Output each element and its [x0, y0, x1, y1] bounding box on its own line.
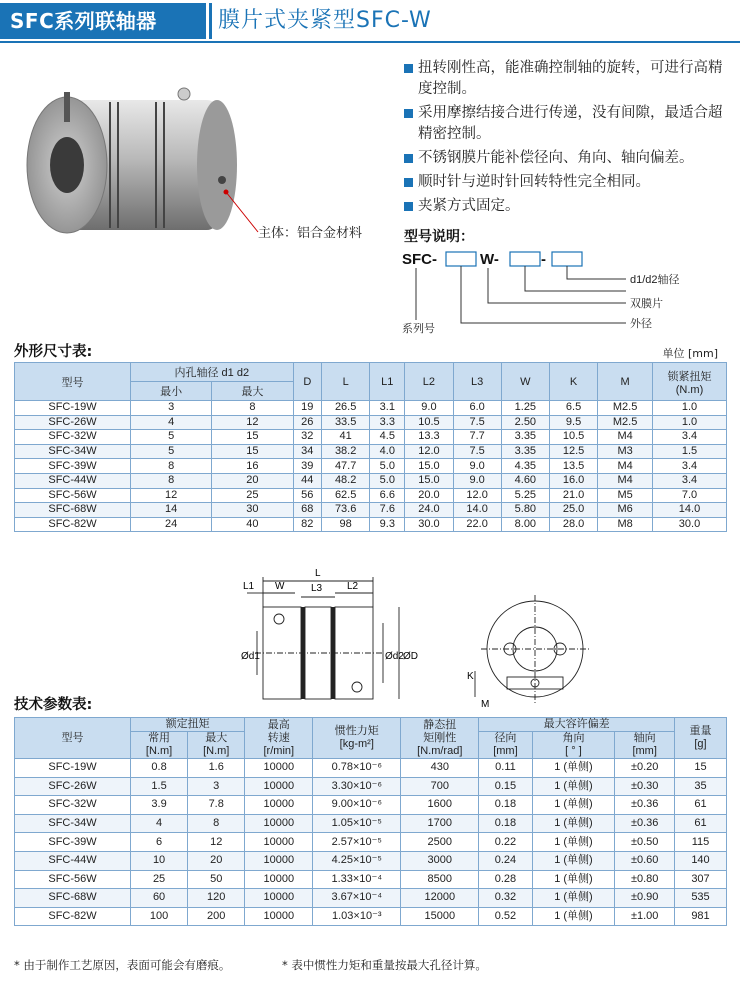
table-cell: 3000 — [401, 851, 479, 870]
model-code-diagram — [398, 246, 718, 336]
table-cell: SFC-68W — [15, 503, 131, 518]
table-cell: 8 — [131, 473, 212, 488]
col-radial: 径向 [mm] — [479, 732, 532, 759]
table-cell: 26 — [293, 415, 321, 430]
table-row — [15, 814, 727, 833]
table-cell: 9.0 — [453, 459, 501, 474]
table-cell: M4 — [598, 459, 653, 474]
table-cell: 8.00 — [501, 517, 549, 532]
table-cell: 8 — [212, 401, 293, 416]
table-cell: 4.25×10⁻⁵ — [313, 851, 401, 870]
label-L3: L3 — [311, 583, 323, 594]
table-cell: 14 — [131, 503, 212, 518]
model-code-title: 型号说明： — [404, 229, 474, 245]
table-cell: 15.0 — [405, 459, 453, 474]
table-cell: 1 (单侧) — [532, 889, 615, 908]
table-cell: 24 — [131, 517, 212, 532]
table-cell: M2.5 — [598, 415, 653, 430]
table-cell: 1.0 — [653, 415, 727, 430]
table-cell: 32 — [293, 430, 321, 445]
col-stiffness: 静态扭 矩刚性 [N.m/rad] — [401, 718, 479, 759]
table-cell: 39 — [293, 459, 321, 474]
table-cell: 0.18 — [479, 796, 532, 815]
table-cell: 307 — [675, 870, 727, 889]
table-cell: 7.0 — [653, 488, 727, 503]
table-cell: SFC-68W — [15, 889, 131, 908]
dimensions-table — [14, 362, 727, 532]
table-cell: M4 — [598, 473, 653, 488]
col-rated: 额定扭矩 — [131, 718, 245, 732]
table-cell: 0.52 — [479, 907, 532, 926]
col-L2: L2 — [405, 363, 453, 401]
table-cell: ±0.60 — [615, 851, 675, 870]
table-cell: 38.2 — [322, 444, 370, 459]
table-cell: 1.0 — [653, 401, 727, 416]
table-cell: 30.0 — [405, 517, 453, 532]
table-cell: 6 — [131, 833, 188, 852]
table-cell: SFC-39W — [15, 459, 131, 474]
table-cell: 12 — [131, 488, 212, 503]
table-cell: 5 — [131, 444, 212, 459]
feature-item: 夹紧方式固定。 — [404, 196, 734, 217]
table-cell: M6 — [598, 503, 653, 518]
table-cell: 0.15 — [479, 777, 532, 796]
col-normal: 常用 [N.m] — [131, 732, 188, 759]
table-cell: 34 — [293, 444, 321, 459]
table-cell: 20 — [188, 851, 245, 870]
table-cell: 8 — [188, 814, 245, 833]
table-cell: 7.8 — [188, 796, 245, 815]
table-cell: 7.5 — [453, 444, 501, 459]
label-D: ØD — [403, 651, 418, 662]
table-row — [15, 870, 727, 889]
table-cell: 9.0 — [453, 473, 501, 488]
table-cell: 21.0 — [549, 488, 597, 503]
tech-table — [14, 717, 727, 926]
col-axial: 轴向 [mm] — [615, 732, 675, 759]
table-cell: 1 (单侧) — [532, 759, 615, 778]
label-L: L — [315, 568, 321, 579]
table-cell: 2500 — [401, 833, 479, 852]
table-cell: 981 — [675, 907, 727, 926]
table-row — [15, 459, 727, 474]
feature-item: 不锈钢膜片能补偿径向、角向、轴向偏差。 — [404, 148, 734, 169]
table-cell: 16.0 — [549, 473, 597, 488]
table-cell: SFC-32W — [15, 796, 131, 815]
table-cell: 10000 — [245, 777, 313, 796]
table-cell: 1.5 — [131, 777, 188, 796]
table-cell: ±1.00 — [615, 907, 675, 926]
col-bore: 内孔轴径 d1 d2 — [131, 363, 294, 382]
table-cell: 1 (单侧) — [532, 796, 615, 815]
feature-list — [404, 58, 734, 220]
table-cell: 22.0 — [453, 517, 501, 532]
table-cell: ±0.36 — [615, 796, 675, 815]
label-M: M — [481, 699, 490, 710]
table-cell: 3.4 — [653, 459, 727, 474]
col-W: W — [501, 363, 549, 401]
square-bullet-icon — [404, 154, 413, 163]
table-cell: 9.3 — [370, 517, 405, 532]
table-cell: 35 — [675, 777, 727, 796]
col-model: 型号 — [15, 718, 131, 759]
table-cell: M8 — [598, 517, 653, 532]
table-cell: 10000 — [245, 907, 313, 926]
table-cell: SFC-26W — [15, 777, 131, 796]
table-cell: 61 — [675, 796, 727, 815]
table-cell: 30.0 — [653, 517, 727, 532]
table-cell: 25 — [131, 870, 188, 889]
table-cell: 1 (单侧) — [532, 814, 615, 833]
table-cell: ±0.36 — [615, 814, 675, 833]
table-cell: 47.7 — [322, 459, 370, 474]
table-row — [15, 517, 727, 532]
table-cell: 15 — [212, 444, 293, 459]
table-cell: 10000 — [245, 889, 313, 908]
table-cell: 98 — [322, 517, 370, 532]
table-cell: 1.33×10⁻⁴ — [313, 870, 401, 889]
table-cell: 3.4 — [653, 430, 727, 445]
square-bullet-icon — [404, 64, 413, 73]
table-row — [15, 415, 727, 430]
table-cell: 1700 — [401, 814, 479, 833]
table-cell: 10000 — [245, 796, 313, 815]
table-cell: 28.0 — [549, 517, 597, 532]
header-rule — [0, 41, 740, 43]
table-cell: 7.5 — [453, 415, 501, 430]
label-L2: L2 — [347, 581, 359, 592]
table-cell: 0.8 — [131, 759, 188, 778]
square-bullet-icon — [404, 202, 413, 211]
table-cell: 8 — [131, 459, 212, 474]
page-header — [0, 0, 740, 40]
feature-item: 采用摩擦结接合进行传递，没有间隙，最适合超精密控制。 — [404, 103, 734, 145]
tech-title: 技术参数表: — [14, 697, 93, 713]
label-d2: Ød2 — [385, 651, 404, 662]
table-cell: 20 — [212, 473, 293, 488]
table-cell: 41 — [322, 430, 370, 445]
table-cell: 100 — [131, 907, 188, 926]
table-cell: 25.0 — [549, 503, 597, 518]
table-cell: 15 — [675, 759, 727, 778]
table-cell: 12.5 — [549, 444, 597, 459]
table-cell: 3.35 — [501, 430, 549, 445]
table-cell: M3 — [598, 444, 653, 459]
table-cell: 15000 — [401, 907, 479, 926]
table-cell: SFC-39W — [15, 833, 131, 852]
table-row — [15, 444, 727, 459]
table-cell: 50 — [188, 870, 245, 889]
table-cell: M2.5 — [598, 401, 653, 416]
header-divider — [209, 3, 212, 39]
table-cell: SFC-34W — [15, 444, 131, 459]
table-cell: SFC-19W — [15, 401, 131, 416]
table-cell: 7.6 — [370, 503, 405, 518]
table-row — [15, 430, 727, 445]
feature-item: 扭转刚性高，能准确控制轴的旋转，可进行高精度控制。 — [404, 58, 734, 100]
square-bullet-icon — [404, 178, 413, 187]
model-mid: W- — [480, 251, 499, 268]
table-cell: 3.3 — [370, 415, 405, 430]
col-max: 最大 — [212, 382, 293, 401]
table-cell: SFC-56W — [15, 488, 131, 503]
table-cell: 140 — [675, 851, 727, 870]
table-cell: 48.2 — [322, 473, 370, 488]
table-row — [15, 759, 727, 778]
table-cell: ±0.90 — [615, 889, 675, 908]
label-diaphragm: 双膜片 — [630, 298, 663, 310]
square-bullet-icon — [404, 109, 413, 118]
photo-caption: 主体：铝合金材料 — [258, 226, 363, 241]
table-cell: SFC-26W — [15, 415, 131, 430]
table-cell: 115 — [675, 833, 727, 852]
table-cell: 7.7 — [453, 430, 501, 445]
table-cell: M5 — [598, 488, 653, 503]
dimension-drawing — [235, 567, 595, 712]
col-angular: 角向 [ ° ] — [532, 732, 615, 759]
table-cell: 44 — [293, 473, 321, 488]
col-model: 型号 — [15, 363, 131, 401]
table-cell: 13.3 — [405, 430, 453, 445]
table-cell: 1.5 — [653, 444, 727, 459]
product-title: 膜片式夹紧型SFC-W — [218, 8, 432, 33]
table-cell: 73.6 — [322, 503, 370, 518]
table-cell: SFC-82W — [15, 907, 131, 926]
table-cell: 3 — [188, 777, 245, 796]
table-row — [15, 833, 727, 852]
table-cell: 5.80 — [501, 503, 549, 518]
table-cell: 9.5 — [549, 415, 597, 430]
table-cell: 10 — [131, 851, 188, 870]
table-cell: 15.0 — [405, 473, 453, 488]
table-cell: 0.24 — [479, 851, 532, 870]
table-cell: 535 — [675, 889, 727, 908]
table-cell: 3.35 — [501, 444, 549, 459]
table-cell: 6.5 — [549, 401, 597, 416]
dims-unit: 单位 [mm] — [662, 347, 718, 360]
col-speed: 最高 转速 [r/min] — [245, 718, 313, 759]
table-cell: 25 — [212, 488, 293, 503]
feature-item: 顺时针与逆时针回转特性完全相同。 — [404, 172, 734, 193]
table-cell: 3.9 — [131, 796, 188, 815]
label-K: K — [467, 671, 474, 682]
table-cell: 13.5 — [549, 459, 597, 474]
table-cell: 9.0 — [405, 401, 453, 416]
table-cell: 10.5 — [405, 415, 453, 430]
table-cell: 4 — [131, 415, 212, 430]
table-row — [15, 777, 727, 796]
col-L1: L1 — [370, 363, 405, 401]
table-cell: 14.0 — [653, 503, 727, 518]
table-cell: 26.5 — [322, 401, 370, 416]
table-cell: SFC-19W — [15, 759, 131, 778]
table-cell: 1.03×10⁻³ — [313, 907, 401, 926]
table-cell: 6.6 — [370, 488, 405, 503]
footnote-surface: * 由于制作工艺原因，表面可能会有磨痕。 — [14, 958, 231, 972]
table-cell: 0.22 — [479, 833, 532, 852]
table-cell: 5.0 — [370, 473, 405, 488]
table-cell: ±0.20 — [615, 759, 675, 778]
table-cell: 5 — [131, 430, 212, 445]
table-cell: 1 (单侧) — [532, 851, 615, 870]
col-D: D — [293, 363, 321, 401]
table-cell: ±0.50 — [615, 833, 675, 852]
table-cell: 12 — [188, 833, 245, 852]
table-cell: 2.50 — [501, 415, 549, 430]
table-cell: 4.35 — [501, 459, 549, 474]
table-cell: 200 — [188, 907, 245, 926]
label-outer: 外径 — [630, 318, 652, 330]
table-cell: 12 — [212, 415, 293, 430]
table-cell: 1600 — [401, 796, 479, 815]
table-cell: ±0.80 — [615, 870, 675, 889]
table-cell: SFC-56W — [15, 870, 131, 889]
col-L: L — [322, 363, 370, 401]
table-cell: 1.05×10⁻⁵ — [313, 814, 401, 833]
table-cell: 1 (单侧) — [532, 777, 615, 796]
table-cell: 10000 — [245, 759, 313, 778]
table-row — [15, 796, 727, 815]
table-row — [15, 889, 727, 908]
table-row — [15, 401, 727, 416]
table-cell: 1 (单侧) — [532, 907, 615, 926]
table-cell: 15 — [212, 430, 293, 445]
table-cell: 4.5 — [370, 430, 405, 445]
label-L1: L1 — [243, 581, 255, 592]
table-cell: 10000 — [245, 870, 313, 889]
table-cell: 62.5 — [322, 488, 370, 503]
label-shaft: d1/d2轴径 — [630, 274, 680, 286]
table-cell: 1 (单侧) — [532, 870, 615, 889]
table-cell: 3.67×10⁻⁴ — [313, 889, 401, 908]
table-cell: 1.6 — [188, 759, 245, 778]
table-cell: 4.0 — [370, 444, 405, 459]
model-prefix: SFC- — [402, 251, 437, 268]
table-cell: 82 — [293, 517, 321, 532]
col-K: K — [549, 363, 597, 401]
table-cell: 33.5 — [322, 415, 370, 430]
table-row — [15, 851, 727, 870]
table-cell: 16 — [212, 459, 293, 474]
label-d1: Ød1 — [241, 651, 260, 662]
table-cell: 40 — [212, 517, 293, 532]
table-cell: SFC-34W — [15, 814, 131, 833]
table-cell: 1 (单侧) — [532, 833, 615, 852]
col-L3: L3 — [453, 363, 501, 401]
table-cell: 4.60 — [501, 473, 549, 488]
table-cell: 6.0 — [453, 401, 501, 416]
table-cell: 5.0 — [370, 459, 405, 474]
table-cell: 60 — [131, 889, 188, 908]
coupling-photo — [22, 82, 262, 257]
col-max: 最大 [N.m] — [188, 732, 245, 759]
table-row — [15, 503, 727, 518]
table-cell: 14.0 — [453, 503, 501, 518]
table-cell: 12.0 — [405, 444, 453, 459]
table-cell: 3 — [131, 401, 212, 416]
table-cell: 10000 — [245, 833, 313, 852]
table-cell: M4 — [598, 430, 653, 445]
table-cell: 61 — [675, 814, 727, 833]
col-inertia: 惯性力矩 [kg-m²] — [313, 718, 401, 759]
col-M: M — [598, 363, 653, 401]
col-min: 最小 — [131, 382, 212, 401]
table-cell: SFC-44W — [15, 473, 131, 488]
table-cell: 3.4 — [653, 473, 727, 488]
table-cell: 3.1 — [370, 401, 405, 416]
model-dash: - — [541, 251, 546, 268]
table-cell: 430 — [401, 759, 479, 778]
table-cell: 24.0 — [405, 503, 453, 518]
label-series: 系列号 — [402, 323, 435, 335]
table-cell: 0.78×10⁻⁶ — [313, 759, 401, 778]
table-cell: 10000 — [245, 814, 313, 833]
series-title: SFC系列联轴器 — [0, 3, 206, 39]
table-cell: SFC-32W — [15, 430, 131, 445]
dims-title: 外形尺寸表: — [14, 344, 93, 360]
table-cell: 12.0 — [453, 488, 501, 503]
table-cell: 0.32 — [479, 889, 532, 908]
table-cell: 8500 — [401, 870, 479, 889]
table-cell: 0.11 — [479, 759, 532, 778]
table-row — [15, 907, 727, 926]
table-cell: 10.5 — [549, 430, 597, 445]
table-row — [15, 473, 727, 488]
table-cell: 20.0 — [405, 488, 453, 503]
table-cell: SFC-82W — [15, 517, 131, 532]
table-cell: 5.25 — [501, 488, 549, 503]
table-cell: 1.25 — [501, 401, 549, 416]
table-cell: 19 — [293, 401, 321, 416]
table-cell: 30 — [212, 503, 293, 518]
label-W: W — [275, 581, 285, 592]
table-cell: 68 — [293, 503, 321, 518]
table-cell: 9.00×10⁻⁶ — [313, 796, 401, 815]
table-cell: 2.57×10⁻⁵ — [313, 833, 401, 852]
table-row — [15, 488, 727, 503]
col-misalign: 最大容许偏差 — [479, 718, 675, 732]
table-cell: 0.18 — [479, 814, 532, 833]
table-cell: 10000 — [245, 851, 313, 870]
col-weight: 重量 [g] — [675, 718, 727, 759]
table-cell: 4 — [131, 814, 188, 833]
table-cell: 120 — [188, 889, 245, 908]
table-cell: 0.28 — [479, 870, 532, 889]
col-torque: 锁紧扭矩 (N.m) — [653, 363, 727, 401]
table-cell: 700 — [401, 777, 479, 796]
footnote-calc: * 表中惯性力矩和重量按最大孔径计算。 — [282, 958, 487, 972]
table-cell: 12000 — [401, 889, 479, 908]
table-cell: 3.30×10⁻⁶ — [313, 777, 401, 796]
table-cell: 56 — [293, 488, 321, 503]
table-cell: ±0.30 — [615, 777, 675, 796]
table-cell: SFC-44W — [15, 851, 131, 870]
